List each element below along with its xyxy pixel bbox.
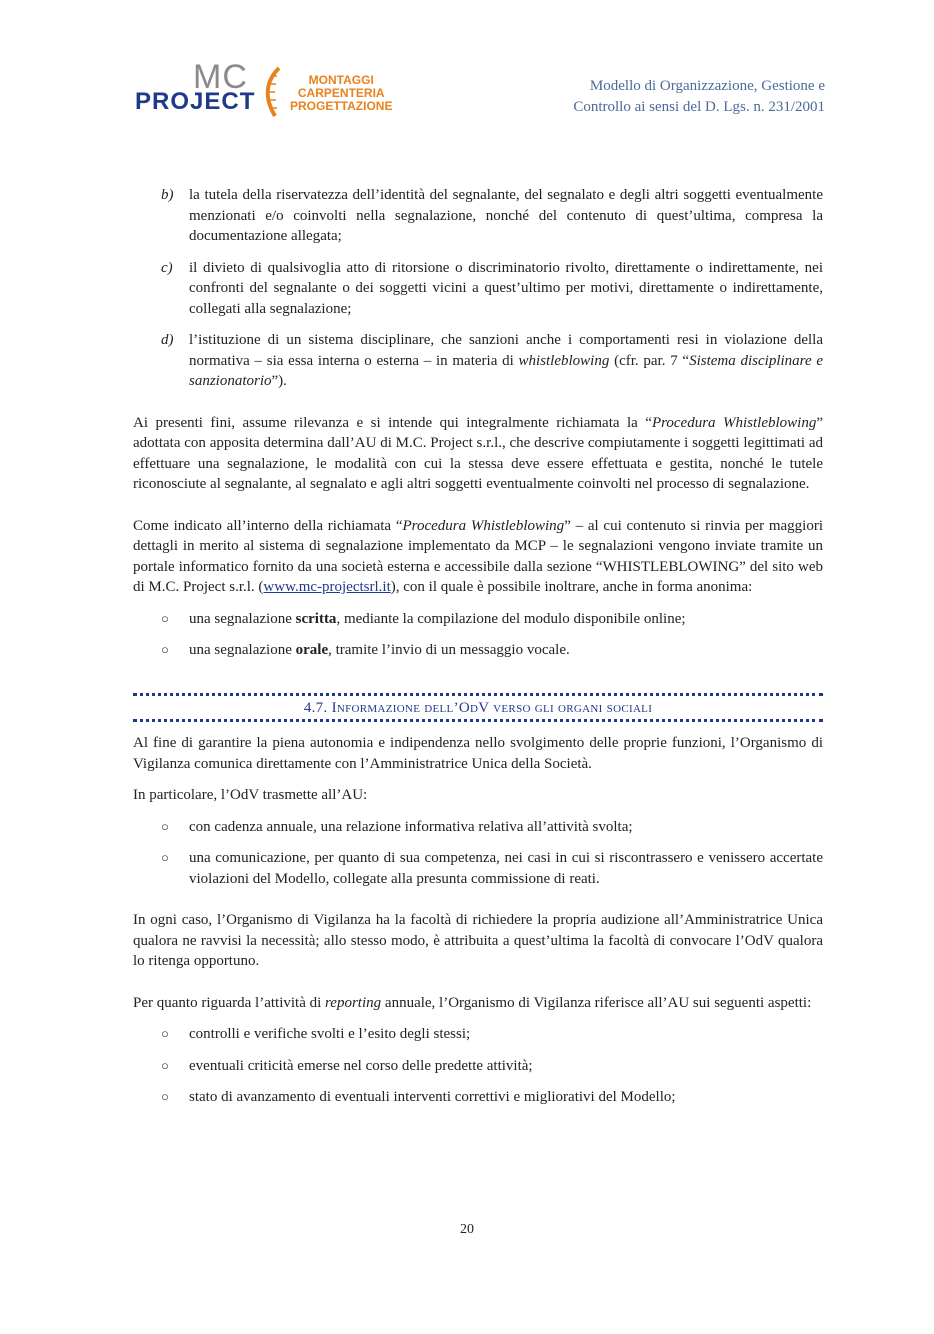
logo-tagline [290, 74, 392, 113]
circle-bullet-icon: ○ [161, 1057, 169, 1073]
circle-bullet-icon: ○ [161, 1089, 169, 1104]
logo-project: PROJECT [135, 88, 256, 115]
document-title-line: Controllo ai sensi del D. Lgs. n. 231/2001 [573, 99, 825, 115]
bullet-item: ○ stato di avanzamento di eventuali interventi correttivi e migliorativi del Modello; [133, 1087, 823, 1108]
list-item-label: d) [161, 332, 174, 348]
section-heading: 4.7. Informazione dell’OdV verso gli organi sociali [133, 693, 823, 723]
list-item-text: l’istituzione di un sistema disciplinare, che sanzioni anche i comportamenti resi in violazione della normativa – sia essa interna o esterna – in materia di whistleblowing (cfr. par. 7 “Sistema disciplinare e sanzionatorio”). [189, 332, 823, 389]
list-item [133, 185, 823, 247]
list-item [133, 258, 823, 320]
circle-bullet-icon: ○ [161, 818, 169, 834]
logo-line: MONTAGGI [308, 73, 374, 87]
bullet-item: ○ una segnalazione scritta, mediante la compilazione del modulo disponibile online; [133, 609, 823, 630]
paragraph: In ogni caso, l’Organismo di Vigilanza ha la facoltà di richiedere la propria audizione all’Amministratrice Unica qualora ne ravvisi la necessità; allo stesso modo, è attribuita a quest’ultima la facoltà di convocare l’OdV qualora lo ritenga opportuno. [133, 912, 823, 969]
bullet-item: ○ controlli e verifiche svolti e l’esito degli stessi; [133, 1024, 823, 1045]
paragraph: Come indicato all’interno della richiamata “Procedura Whistleblowing” – al cui contenuto si rinvia per maggiori dettagli in merito al sistema di segnalazione implementato da MCP – le segnalazioni vengono inviate tramite un portale informatico fornito da una società esterna e accessibile dalla sezione “WHISTLEBLOWING” del sito web di M.C. Project s.r.l. (www.mc-projectsrl.it), con il quale è possibile inoltrare, anche in forma anonima: [133, 517, 823, 595]
list-item-text: il divieto di qualsivoglia atto di ritorsione o discriminatorio rivolto, direttamente o indirettamente, nei confronti del segnalante o dei soggetti vicini a quest’ultimo per motivi, direttamente o indirettamente, collegati alla segnalazione; [189, 259, 823, 317]
circle-bullet-icon: ○ [161, 642, 169, 657]
page-header [135, 60, 825, 120]
list-item-label: b) [161, 187, 174, 203]
website-link[interactable]: www.mc-projectsrl.it [263, 579, 391, 595]
page-number: 20 [460, 1222, 474, 1237]
bullet-item: ○ eventuali criticità emerse nel corso delle predette attività; [133, 1056, 823, 1077]
logo-line: CARPENTERIA [297, 86, 385, 100]
circle-bullet-icon: ○ [161, 610, 169, 626]
bullet-item: ○ una comunicazione, per quanto di sua competenza, nei casi in cui si riscontrassero e venissero accertate violazioni del Modello, collegate alla presunta commissione di reati. [161, 850, 823, 887]
logo-ribbon-icon [257, 66, 287, 118]
paragraph: Al fine di garantire la piena autonomia e indipendenza nello svolgimento delle proprie funzioni, l’Organismo di Vigilanza comunica direttamente con l’Amministratrice Unica della Società. [133, 735, 823, 772]
paragraph: In particolare, l’OdV trasmette all’AU: [133, 787, 368, 803]
paragraph: Per quanto riguarda l’attività di reporting annuale, l’Organismo di Vigilanza riferisce all’AU sui seguenti aspetti: [133, 994, 812, 1011]
logo-mc: MC [193, 58, 248, 96]
document-title-line: Modello di Organizzazione, Gestione e [589, 78, 825, 94]
circle-bullet-icon: ○ [161, 1026, 169, 1041]
page-body [133, 185, 823, 1108]
paragraph: Ai presenti fini, assume rilevanza e si intende qui integralmente richiamata la “Procedura Whistleblowing” adottata con apposita determina dall’AU di M.C. Project s.r.l., che descrive compiutamente i soggetti legittimati ad effettuare una segnalazione, le modalità con cui la stessa deve essere effettuata e gestita, nonché le tutele riconosciute al segnalante, al segnalato e agli altri soggetti eventualmente coinvolti nel processo di segnalazione. [133, 414, 823, 492]
circle-bullet-icon: ○ [161, 850, 169, 865]
bullet-item: ○ con cadenza annuale, una relazione informativa relativa all’attività svolta; [133, 817, 823, 838]
bullet-item: ○ una segnalazione orale, tramite l’invio di un messaggio vocale. [133, 640, 823, 661]
logo-line: PROGETTAZIONE [290, 99, 393, 113]
list-item [133, 330, 823, 392]
company-logo [135, 60, 405, 120]
list-item-text: la tutela della riservatezza dell’identità del segnalante, del segnalato e degli altri soggetti eventualmente menzionati e/o coinvolti nella segnalazione, nonché del contenuto di quest’ultima, compresa la documentazione allegata; [189, 187, 823, 244]
document-title [573, 76, 825, 118]
list-item-label: c) [161, 259, 173, 276]
